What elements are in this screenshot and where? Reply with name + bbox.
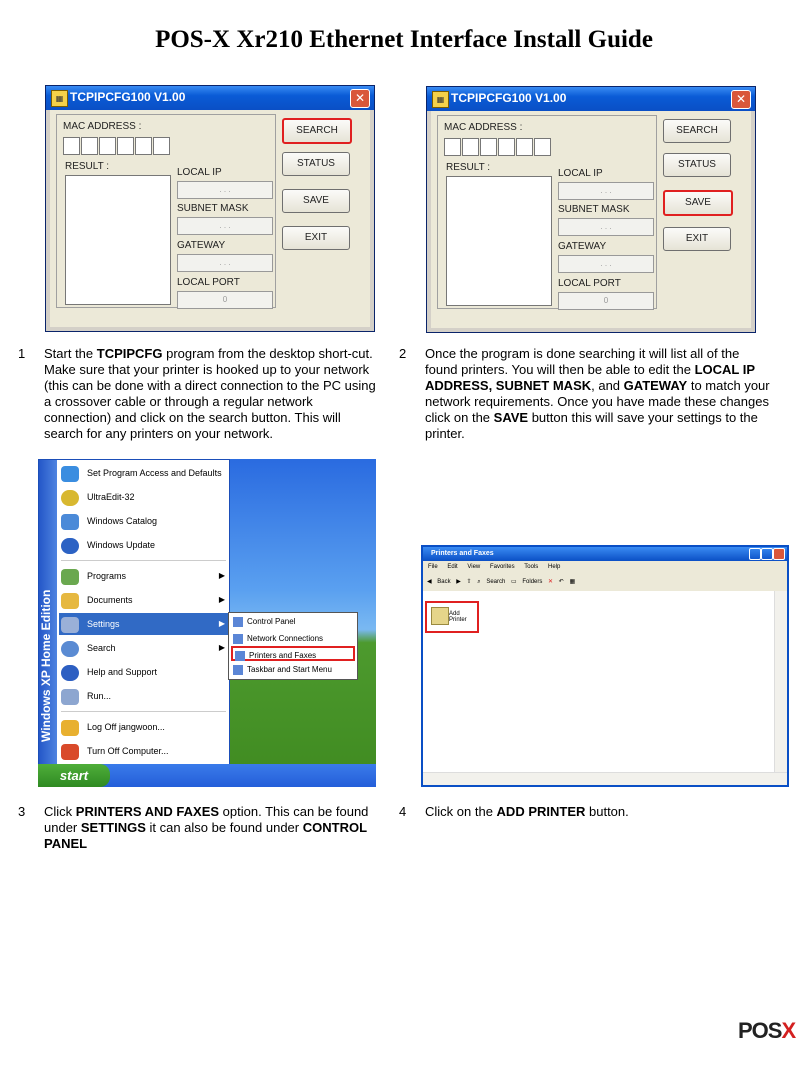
subnet-mask-label: SUBNET MASK [558,204,630,215]
printer-icon [431,607,449,625]
close-icon[interactable] [773,548,785,560]
step-number: 3 [18,804,26,819]
mac-address-label: MAC ADDRESS : [444,122,523,133]
menu-edit[interactable]: Edit [447,564,458,570]
local-ip-label: LOCAL IP [177,167,222,178]
dialog-title-bar [46,86,374,110]
mac-field[interactable] [498,138,515,156]
toolbar [423,573,787,592]
result-list[interactable] [446,176,552,306]
menu-item-logoff[interactable]: Log Off jangwoon... [59,716,229,738]
close-button[interactable]: ✕ [731,90,751,109]
taskbar [38,764,376,787]
subnet-mask-field[interactable]: . . . [177,217,273,235]
gateway-field[interactable]: . . . [558,255,654,273]
local-ip-field[interactable]: . . . [177,181,273,199]
step-text: Start the TCPIPCFG program from the desktop short-cut. Make sure that your printer is hooked up to your network (this can be done with a direct connection to the PC using a crossover cable or through a regular network connection) and click on the search button. This will search for any printers on your network. [44,346,376,441]
folders-button[interactable]: ▭ Folders [511,579,543,585]
menu-item-help[interactable]: Help and Support [59,661,229,683]
menu-item-settings[interactable]: Settings ▶ [59,613,229,635]
local-ip-label: LOCAL IP [558,168,603,179]
menu-item[interactable]: Windows Update [59,534,229,556]
vertical-scrollbar[interactable] [774,591,787,773]
gateway-label: GATEWAY [558,241,607,252]
status-button[interactable]: STATUS [663,153,731,177]
menu-item[interactable]: UltraEdit-32 [59,486,229,508]
dialog-title: TCPIPCFG100 V1.00 [70,90,186,104]
tcpipcfg-dialog-1 [45,85,375,332]
app-icon: ▦ [432,91,449,108]
local-port-label: LOCAL PORT [177,277,240,288]
start-menu [38,459,230,766]
menu-item-run[interactable]: Run... [59,685,229,707]
edition-strip: Windows XP Home Edition [39,460,57,765]
printers-and-faxes-window [421,545,789,787]
close-button[interactable]: ✕ [350,89,370,108]
local-ip-field[interactable]: . . . [558,182,654,200]
mac-address-label: MAC ADDRESS : [63,121,142,132]
dialog-title: TCPIPCFG100 V1.00 [451,91,567,105]
settings-group [56,114,276,308]
gateway-field[interactable]: . . . [177,254,273,272]
search-button[interactable]: SEARCH [663,119,731,143]
menu-item-documents[interactable]: Documents ▶ [59,589,229,611]
step-number: 4 [399,804,407,819]
step-text: Once the program is done searching it will list all of the found printers. You will then be able to edit the LOCAL IP ADDRESS, SUBNET MASK, and GATEWAY to match your network requirements. Once you have made these changes click on the SAVE button this will save your settings to the printer. [425,346,770,441]
local-port-label: LOCAL PORT [558,278,621,289]
page-title: POS-X Xr210 Ethernet Interface Install Guide [155,26,653,53]
menu-item-turnoff[interactable]: Turn Off Computer... [59,740,229,762]
result-label: RESULT : [446,162,491,173]
mac-field[interactable] [534,138,551,156]
app-icon: ▦ [51,90,68,107]
minimize-icon[interactable] [749,548,761,560]
menu-item-programs[interactable]: Programs ▶ [59,565,229,587]
menu-view[interactable]: View [467,564,481,570]
mac-field[interactable] [480,138,497,156]
menu-item-search[interactable]: Search ▶ [59,637,229,659]
mac-field[interactable] [153,137,170,155]
start-menu-screenshot [38,459,376,787]
local-port-field[interactable]: 0 [177,291,273,309]
mac-field[interactable] [117,137,134,155]
menu-help[interactable]: Help [547,564,561,570]
step-number: 1 [18,346,26,361]
save-button[interactable]: SAVE [663,190,733,216]
search-button[interactable]: SEARCH [282,118,352,144]
add-printer-item[interactable]: Add Printer [425,601,479,633]
mac-field[interactable] [516,138,533,156]
step-number: 2 [399,346,407,361]
menu-item[interactable]: Set Program Access and Defaults [59,462,229,484]
mac-field[interactable] [99,137,116,155]
gateway-label: GATEWAY [177,240,226,251]
views-icon[interactable]: ▦ [569,579,576,585]
forward-icon[interactable]: ▶ [456,579,461,585]
exit-button[interactable]: EXIT [282,226,350,250]
start-button[interactable]: start [38,764,110,787]
submenu-item[interactable]: Network Connections [231,631,355,646]
menu-file[interactable]: File [428,564,438,570]
submenu-item[interactable]: Control Panel [231,614,355,629]
dialog-title-bar [427,87,755,111]
result-label: RESULT : [65,161,110,172]
mac-field[interactable] [135,137,152,155]
mac-field[interactable] [81,137,98,155]
subnet-mask-label: SUBNET MASK [177,203,249,214]
local-port-field[interactable]: 0 [558,292,654,310]
settings-group [437,115,657,309]
result-list[interactable] [65,175,171,305]
mac-field[interactable] [63,137,80,155]
subnet-mask-field[interactable]: . . . [558,218,654,236]
save-button[interactable]: SAVE [282,189,350,213]
submenu-item[interactable]: Taskbar and Start Menu [231,662,355,677]
maximize-icon[interactable] [761,548,773,560]
mac-field[interactable] [444,138,461,156]
menu-favorites[interactable]: Favorites [489,564,515,570]
mac-field[interactable] [462,138,479,156]
menu-bar [423,561,787,573]
step-text: Click on the ADD PRINTER button. [425,804,629,819]
delete-icon[interactable]: ✕ [548,579,554,585]
submenu-item-printers-and-faxes[interactable]: Printers and Faxes [231,646,355,661]
content-area [423,591,775,773]
up-icon[interactable]: ⇧ [466,579,472,585]
menu-item[interactable]: Windows Catalog [59,510,229,532]
search-button[interactable]: ⌕ Search [477,579,506,585]
step-text: Click PRINTERS AND FAXES option. This can be found under SETTINGS it can also be found under CONTROL PANEL [44,804,369,851]
menu-tools[interactable]: Tools [524,564,539,570]
status-button[interactable]: STATUS [282,152,350,176]
settings-submenu [228,612,358,680]
window-title: Printers and Faxes [423,547,787,561]
undo-icon[interactable]: ↶ [558,579,564,585]
posx-logo: POSX [738,1018,796,1043]
exit-button[interactable]: EXIT [663,227,731,251]
tcpipcfg-dialog-2 [426,86,756,333]
horizontal-scrollbar[interactable] [423,772,787,785]
back-button[interactable]: ◀ Back [427,579,451,585]
